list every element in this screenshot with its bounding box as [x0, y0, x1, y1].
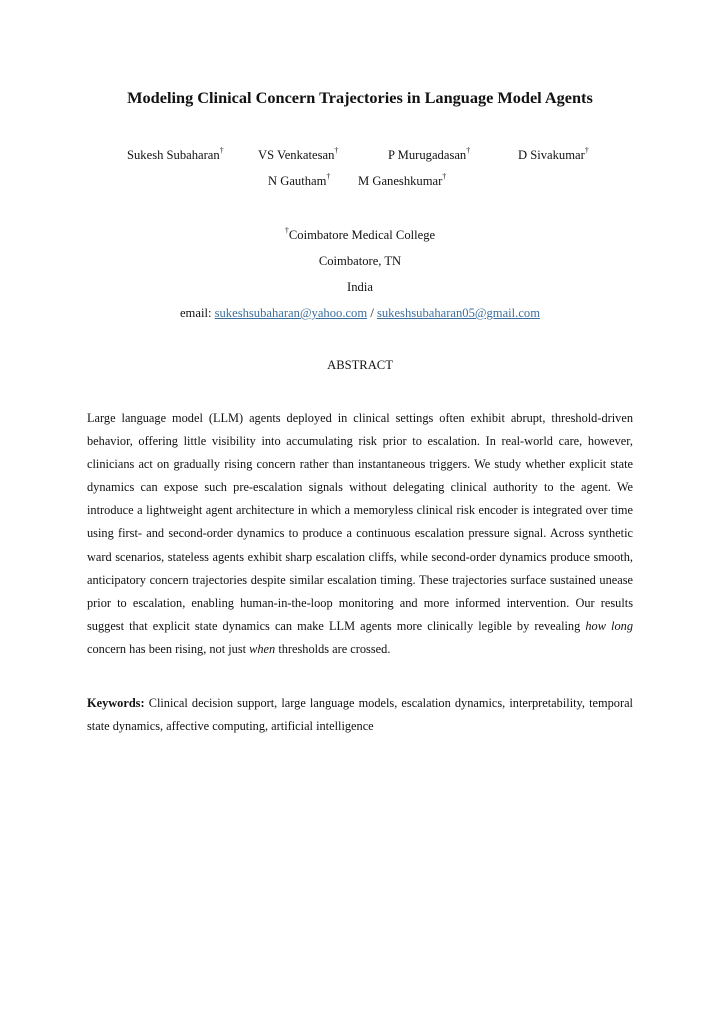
author-name: M Ganeshkumar† [358, 171, 447, 188]
author-name: D Sivakumar† [518, 145, 589, 162]
abstract-heading: ABSTRACT [327, 358, 393, 372]
email-link-primary[interactable]: sukeshsubaharan@yahoo.com [214, 306, 368, 320]
affiliation-mark: † [219, 145, 224, 155]
email-label: email: [179, 306, 212, 320]
keywords-label: Keywords: [87, 696, 145, 710]
keywords-paragraph [87, 692, 633, 738]
affiliation-city: Coimbatore, TN [318, 254, 402, 268]
author-name: Sukesh Subaharan† [127, 145, 224, 162]
author-row-2 [0, 171, 720, 192]
paper-title: Modeling Clinical Concern Trajectories in Language Model Agents [127, 88, 593, 107]
abstract-emphasis: how long [585, 618, 633, 633]
affiliation-country: India [347, 280, 373, 294]
author-name: P Murugadasan† [388, 145, 471, 162]
affiliation-mark: † [284, 225, 289, 235]
author-name: VS Venkatesan† [258, 145, 339, 162]
abstract-body: Large language model (LLM) agents deployed in clinical settings often exhibit abrupt, threshold-driven behavior, offering little visibility into accumulating risk prior to escalation. In real-world care, however, clinicians act on gradually rising concern rather than instantaneous triggers. We study whether explicit state dynamics can expose such pre-escalation signals without delegating clinical authority to the agent. We introduce a lightweight agent architecture in which a memoryless clinical risk encoder is integrated over time using first- and second-order dynamics to produce a continuous escalation pressure signal. Across synthetic ward scenarios, stateless agents exhibit sharp escalation cliffs, while second-order dynamics produce smooth, anticipatory concern trajectories despite similar escalation timing. These trajectories surface sustained unease prior to escalation, enabling human-in-the-loop monitoring and more informed intervention. Our results suggest that explicit state dynamics can make LLM agents more clinically legible by revealing how long concern has been rising, not just when thresholds are crossed. [87, 411, 633, 656]
email-link-secondary[interactable]: sukeshsubaharan05@gmail.com [376, 306, 541, 320]
affiliation-mark: † [334, 145, 339, 155]
affiliation-mark: † [326, 171, 331, 181]
author-name: N Gautham† [268, 171, 331, 188]
affiliation-mark: † [442, 171, 447, 181]
email-line [0, 306, 720, 321]
affiliation-institution: †Coimbatore Medical College [284, 225, 436, 242]
abstract-emphasis: when [249, 641, 276, 656]
author-row-1 [0, 145, 720, 166]
affiliation-mark: † [466, 145, 471, 155]
affiliation-mark: † [584, 145, 589, 155]
email-separator: / [370, 306, 374, 320]
keywords-text: Clinical decision support, large language models, escalation dynamics, interpretability, temporal state dynamics, affective computing, artificial intelligence [87, 696, 633, 734]
